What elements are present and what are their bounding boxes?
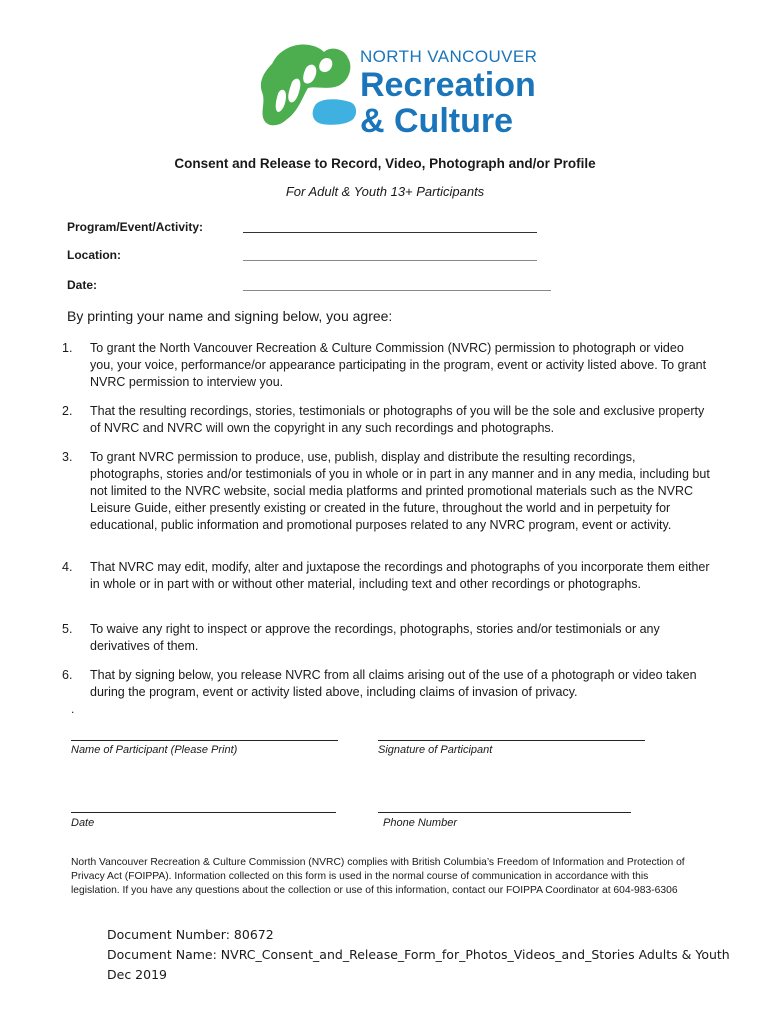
logo-line-north-vancouver: NORTH VANCOUVER — [360, 47, 538, 66]
participant-signature-line[interactable] — [378, 740, 645, 741]
list-item-number: 2. — [62, 404, 73, 418]
logo-line-recreation: Recreation — [360, 66, 536, 104]
list-item-number: 5. — [62, 622, 73, 636]
agreement-intro: By printing your name and signing below, you agree: — [67, 308, 393, 324]
program-field-label: Program/Event/Activity: — [67, 220, 204, 234]
participant-name-line[interactable] — [71, 740, 338, 741]
list-item-text: To waive any right to inspect or approve the recordings, photographs, stories and/or testimonials or any derivatives of them. — [90, 622, 660, 653]
date-line[interactable] — [71, 812, 336, 813]
list-item-number: 4. — [62, 560, 73, 574]
list-item-number: 1. — [62, 341, 73, 355]
document-info — [107, 925, 730, 985]
location-field-line[interactable] — [243, 260, 537, 261]
document-name: Document Name: NVRC_Consent_and_Release_Form_for_Photos_Videos_and_Stories Adults & Youth — [107, 947, 730, 962]
participant-name-label: Name of Participant (Please Print) — [71, 744, 238, 756]
phone-number-line[interactable] — [378, 812, 631, 813]
logo-wordmark — [360, 47, 537, 139]
date-field-line[interactable] — [243, 290, 551, 291]
form-subtitle: For Adult & Youth 13+ Participants — [285, 184, 485, 199]
list-item-text: That the resulting recordings, stories, testimonials or photographs of you will be the sole and exclusive property of NVRC and NVRC will own the copyright in any such recordings and photographs. — [90, 404, 705, 435]
date-field-label: Date: — [67, 278, 98, 292]
list-item-text: To grant the North Vancouver Recreation & Culture Commission (NVRC) permission to photograph or video you, your voice, performance/or appearance participating in the program, event or activity listed above. To grant NVRC permission to interview you. — [90, 341, 707, 389]
list-item-text: To grant NVRC permission to produce, use, publish, display and distribute the resulting recordings, photographs, stories and/or testimonials of you in whole or in part in any manner and in any media, including but not limited to the NVRC website, social media platforms and printed promotional materials such as the NVRC Leisure Guide, either presently existing or created in the future, throughout the world and in perpetuity for educational, public information and promotional purposes related to any NVRC program, event or activity. — [90, 450, 710, 532]
foippa-privacy-notice: North Vancouver Recreation & Culture Commission (NVRC) complies with British Columbia’s Freedom of Information and Protection of Privacy Act (FOIPPA). Information collected on this form is used in the normal course of communication in accordance with this legislation. If you have any questions about the collection or use of this information, contact our FOIPPA Coordinator at 604-983-6306 — [71, 857, 685, 896]
document-number: Document Number: 80672 — [107, 927, 274, 942]
list-item-text: That NVRC may edit, modify, alter and juxtapose the recordings and photographs of you incorporate them either in whole or in part with or without other material, including text and other recordings or photographs. — [90, 560, 710, 591]
logo-line-culture: & Culture — [360, 102, 513, 140]
stray-period: . — [71, 702, 75, 716]
location-field-label: Location: — [67, 248, 121, 262]
program-field-line[interactable] — [243, 232, 537, 233]
list-item-number: 6. — [62, 668, 73, 682]
nvrc-logo-mark-icon — [258, 42, 358, 134]
list-item-number: 3. — [62, 450, 73, 464]
form-title: Consent and Release to Record, Video, Photograph and/or Profile — [174, 156, 596, 171]
participant-signature-label: Signature of Participant — [378, 744, 493, 756]
nvrc-logo — [258, 42, 558, 138]
document-date: Dec 2019 — [107, 967, 167, 982]
phone-number-label: Phone Number — [383, 817, 457, 829]
list-item-text: That by signing below, you release NVRC from all claims arising out of the use of a photograph or video taken during the program, event or activity listed above, including claims of invasion of privacy. — [90, 668, 697, 699]
date-label: Date — [71, 817, 95, 829]
